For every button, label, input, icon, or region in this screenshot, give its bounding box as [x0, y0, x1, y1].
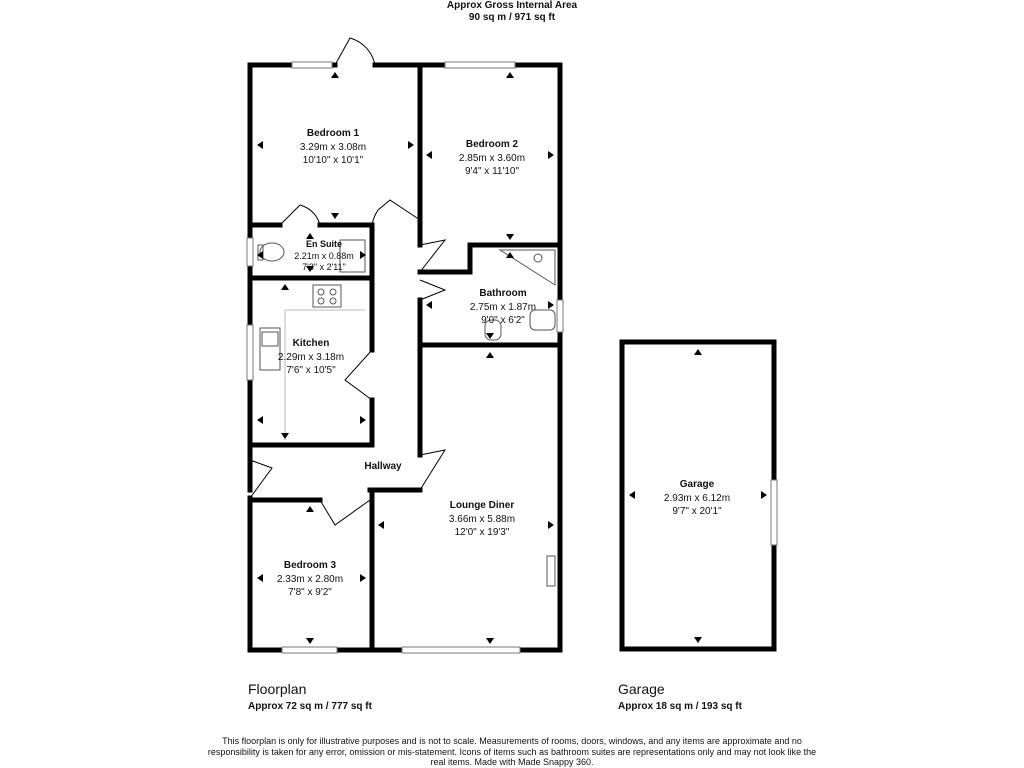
room-imperial: 7'3" x 2'11" — [302, 262, 346, 272]
garage-area: Approx 18 sq m / 193 sq ft — [618, 701, 742, 712]
room-ensuite — [294, 239, 354, 272]
room-name: Hallway — [364, 461, 402, 472]
room-name: Bathroom — [479, 288, 527, 299]
floorplan-area: Approx 72 sq m / 777 sq ft — [248, 701, 372, 712]
room-bedroom2 — [459, 139, 525, 177]
disclaimer: This floorplan is only for illustrative purposes and is not to scale. Measurements of rooms, doors, windows, and any items are approximate and no responsibility is taken for any error, omission or mis-statement. Icons of items such as bathroom suites are representations only and may not look like the real items. Made with Made Snappy 360. — [207, 736, 817, 767]
room-name: Bedroom 3 — [283, 560, 337, 571]
room-imperial: 12'0" x 19'3" — [454, 527, 510, 538]
room-imperial: 9'7" x 20'1" — [672, 506, 722, 517]
room-imperial: 9'4" x 11'10" — [464, 166, 520, 177]
radiator — [547, 556, 555, 586]
room-metric: 3.66m x 5.88m — [448, 514, 516, 525]
room-bedroom1 — [300, 128, 366, 166]
room-metric: 2.93m x 6.12m — [663, 493, 731, 504]
room-name: Bedroom 2 — [465, 139, 519, 150]
room-name: Garage — [679, 479, 715, 490]
room-name: Bedroom 1 — [306, 128, 360, 139]
room-bathroom — [470, 288, 536, 326]
room-imperial: 10'10" x 10'1" — [302, 155, 364, 166]
room-bedroom3 — [277, 560, 343, 598]
doors — [250, 38, 445, 525]
header-area: 90 sq m / 971 sq ft — [468, 12, 556, 23]
room-metric: 2.29m x 3.18m — [277, 352, 345, 363]
room-lounge — [449, 500, 515, 538]
room-metric: 2.85m x 3.60m — [458, 153, 526, 164]
room-imperial: 7'6" x 10'5" — [286, 365, 336, 376]
room-metric: 2.33m x 2.80m — [276, 574, 344, 585]
room-kitchen — [278, 338, 344, 376]
room-hallway — [364, 461, 402, 472]
floorplan-caption: Floorplan — [248, 681, 307, 697]
room-metric: 2.21m x 0.88m — [294, 251, 354, 261]
header-title: Approx Gross Internal Area — [446, 0, 578, 11]
room-metric: 3.29m x 3.08m — [299, 142, 367, 153]
room-garage — [664, 479, 730, 517]
room-imperial: 7'8" x 9'2" — [288, 587, 332, 598]
room-imperial: 9'0" x 6'2" — [481, 315, 525, 326]
room-name: Lounge Diner — [449, 500, 515, 511]
garage-caption: Garage — [618, 681, 665, 697]
room-name: En Suite — [305, 239, 343, 249]
room-name: Kitchen — [292, 338, 330, 349]
room-metric: 2.75m x 1.87m — [469, 302, 537, 313]
